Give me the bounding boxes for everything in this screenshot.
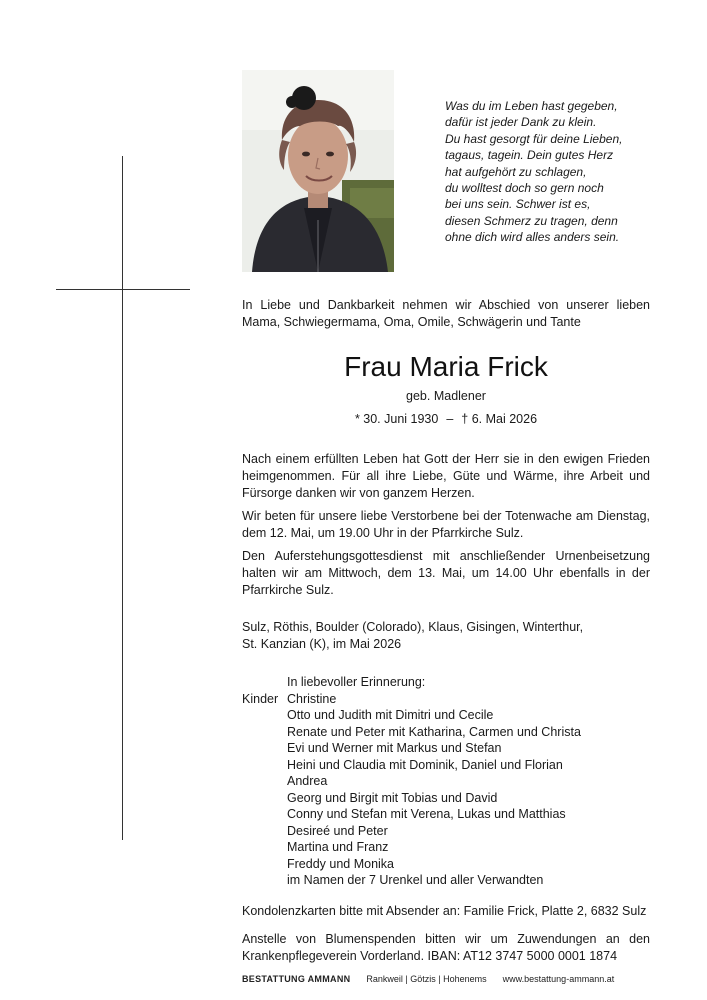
- funeral-home-name: BESTATTUNG AMMANN: [242, 974, 351, 984]
- poem-line: hat aufgehört zu schlagen,: [445, 164, 587, 179]
- mourner-entry: im Namen der 7 Urenkel und aller Verwandten: [287, 873, 544, 887]
- paragraph-peace: Nach einem erfüllten Leben hat Gott der Herr sie in den ewigen Frieden heimgenommen. Für all ihre Liebe, Güte und Wärme, ihre Arbeit und Fürsorge danken wir von ganzem Herzen.: [242, 452, 650, 500]
- poem-line: du wolltest doch so gern noch: [445, 181, 604, 196]
- funeral-home-website[interactable]: www.bestattung-ammann.at: [502, 974, 615, 984]
- mourner-entry: Otto und Judith mit Dimitri und Cecile: [287, 708, 494, 722]
- funeral-home-footer: [242, 973, 614, 985]
- poem-line: Was du im Leben hast gegeben,: [445, 99, 618, 113]
- places-line: Sulz, Röthis, Boulder (Colorado), Klaus, Gisingen, Winterthur,: [242, 620, 584, 634]
- mourner-entry: Georg und Birgit mit Tobias und David: [287, 790, 498, 805]
- places-and-date: [242, 619, 650, 653]
- mourners-list: [242, 674, 662, 889]
- date-separator: –: [446, 412, 454, 426]
- poem-line: Du hast gesorgt für deine Lieben,: [445, 131, 623, 146]
- donation-request: Anstelle von Blumenspenden bitten wir um Zuwendungen an den Krankenpflegeverein Vorderland. IBAN: AT12 3747 5000 0001 1874: [242, 932, 650, 963]
- deceased-name: Frau Maria Frick: [344, 351, 548, 382]
- mourners-label-children: Kinder: [242, 691, 279, 706]
- mourner-entry: Evi und Werner mit Markus und Stefan: [287, 741, 502, 755]
- maiden-name: geb. Madlener: [406, 389, 486, 403]
- intro-text: In Liebe und Dankbarkeit nehmen wir Abschied von unserer lieben Mama, Schwiegermama, Oma, Omile, Schwägerin und Tante: [242, 298, 650, 329]
- mourner-entry: Christine: [287, 691, 337, 706]
- birth-date: * 30. Juni 1930: [354, 412, 439, 426]
- poem-line: dafür ist jeder Dank zu klein.: [445, 115, 597, 130]
- mourner-entry: Freddy und Monika: [287, 856, 395, 871]
- paragraph-funeral-service: Den Auferstehungsgottesdienst mit anschließender Urnenbeisetzung halten wir am Mittwoch, dem 13. Mai, um 14.00 Uhr ebenfalls in der Pfarrkirche Sulz.: [242, 549, 650, 597]
- cross-vertical-bar: [122, 156, 123, 840]
- mourner-entry: Conny und Stefan mit Verena, Lukas und Matthias: [287, 807, 566, 821]
- memorial-poem: [445, 98, 695, 246]
- poem-line: diesen Schmerz zu tragen, denn: [445, 213, 618, 228]
- funeral-home-locations: Rankweil | Götzis | Hohenems: [366, 974, 487, 984]
- mourner-entry: Andrea: [287, 774, 328, 788]
- mourners-heading: In liebevoller Erinnerung:: [287, 675, 426, 689]
- portrait-photo: [242, 70, 394, 272]
- condolence-address: Kondolenzkarten bitte mit Absender an: Familie Frick, Platte 2, 6832 Sulz: [242, 904, 647, 918]
- life-dates: [242, 412, 650, 426]
- poem-line: ohne dich wird alles anders sein.: [445, 230, 620, 245]
- poem-line: tagaus, tagein. Dein gutes Herz: [445, 148, 614, 163]
- places-date-line: St. Kanzian (K), im Mai 2026: [242, 637, 402, 651]
- poem-line: bei uns sein. Schwer ist es,: [445, 197, 591, 212]
- paragraph-wake: Wir beten für unsere liebe Verstorbene bei der Totenwache am Dienstag, dem 12. Mai, um 19.00 Uhr in der Pfarrkirche Sulz.: [242, 509, 650, 540]
- mourner-entry: Desireé und Peter: [287, 823, 388, 838]
- mourner-entry: Renate und Peter mit Katharina, Carmen und Christa: [287, 724, 581, 739]
- cross-horizontal-bar: [56, 289, 190, 290]
- death-date: † 6. Mai 2026: [461, 412, 538, 426]
- mourner-entry: Heini und Claudia mit Dominik, Daniel und Florian: [287, 757, 563, 772]
- mourner-entry: Martina und Franz: [287, 840, 389, 854]
